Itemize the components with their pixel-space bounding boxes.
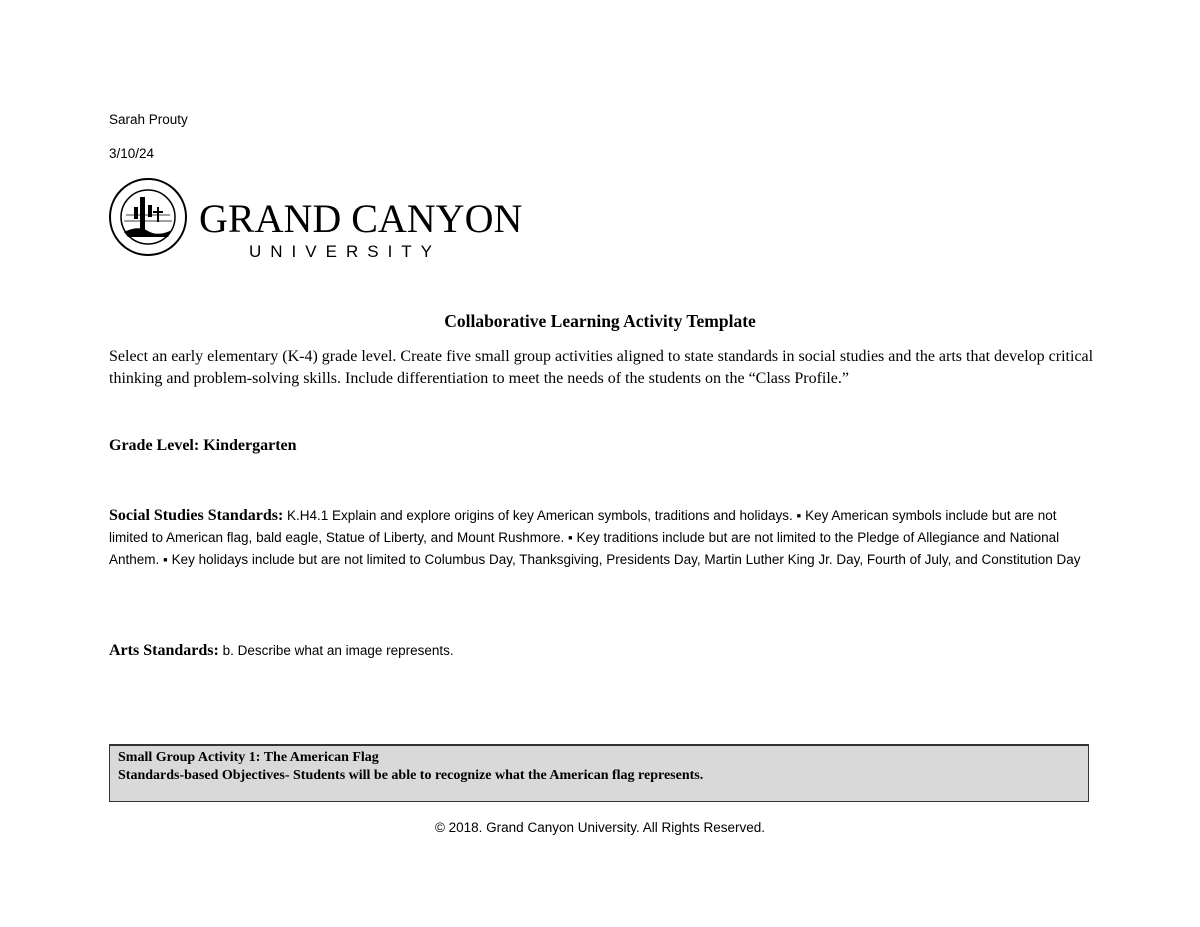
social-studies-text: K.H4.1 Explain and explore origins of key American symbols, traditions and holidays. ▪ Key American symbols include but are not limited to American flag, bald eagle, Statue of Liberty, and Mount Rushmore. ▪ Key traditions include but are not limited to the Pledge of Allegiance and National Anthem. ▪ Key holidays include but are not limited to Columbus Day, Thanksgiving, Presidents Day, Martin Luther King Jr. Day, Fourth of July, and Constitution Day <box>109 508 1081 567</box>
social-studies-label: Social Studies Standards: <box>109 507 284 524</box>
activity-objective: Standards-based Objectives- Students will be able to recognize what the American flag represents. <box>118 768 704 783</box>
gcu-logo <box>108 177 523 261</box>
grade-level: Grade Level: Kindergarten <box>109 437 297 454</box>
author-name: Sarah Prouty <box>109 112 188 127</box>
svg-text:GRAND CANYON: GRAND CANYON <box>199 196 523 241</box>
page-title: Collaborative Learning Activity Template <box>444 311 756 331</box>
arts-standards <box>109 642 454 660</box>
arts-text: b. Describe what an image represents. <box>222 643 454 658</box>
activity-title: Small Group Activity 1: The American Flag <box>118 750 379 765</box>
document-date: 3/10/24 <box>109 146 155 161</box>
svg-text:UNIVERSITY: UNIVERSITY <box>249 242 442 261</box>
social-studies-standards <box>109 505 1099 571</box>
copyright-footer: © 2018. Grand Canyon University. All Rights Reserved. <box>434 820 766 835</box>
arts-label: Arts Standards: <box>109 642 219 659</box>
instructions-paragraph: Select an early elementary (K-4) grade level. Create five small group activities aligned to state standards in social studies and the arts that develop critical thinking and problem-solving skills. Include differentiation to meet the needs of the students on the “Class Profile.” <box>109 348 1094 387</box>
activity-table <box>109 744 1089 802</box>
gcu-seal-icon <box>108 177 523 261</box>
